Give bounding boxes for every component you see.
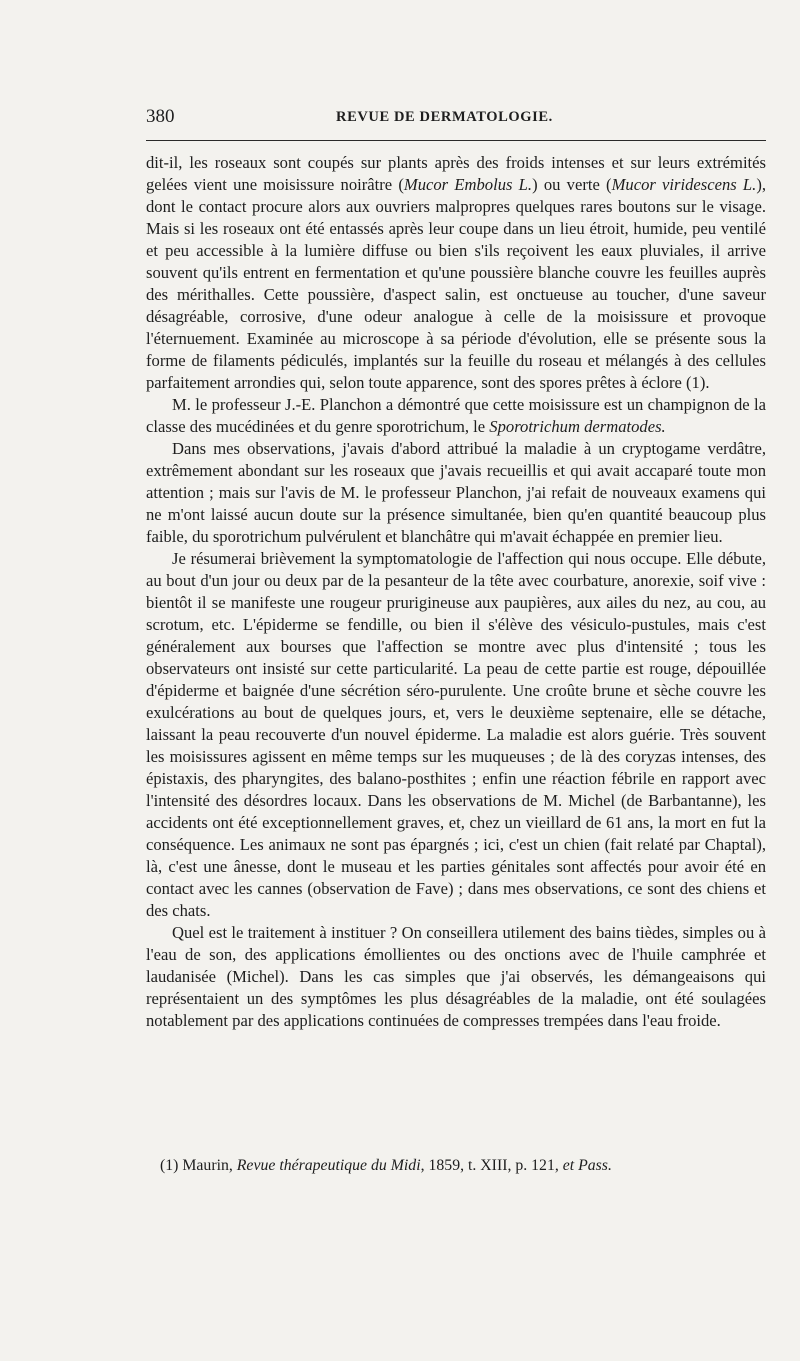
paragraph-3: Dans mes observations, j'avais d'abord attribué la maladie à un cryptogame verdâtre, extrêmement abondant sur les roseaux que j'avais recueillis et qui avait accaparé toute mon attention ; mais sur l'avis de M. le professeur Planchon, j'ai refait de nouveaux examens qui ne m'ont laissé aucun doute sur la présence simultanée, bien qu'en quantité beaucoup plus faible, du sporotrichum pulvérulent et blanchâtre qui m'avait échappée en premier lieu. bbox=[146, 439, 766, 546]
paragraph-2: M. le professeur J.-E. Planchon a démontré que cette moisissure est un champignon de la classe des mucédinées et du genre sporotrichum, le Sporotrichum dermatodes. bbox=[146, 395, 766, 436]
paragraph-1: dit-il, les roseaux sont coupés sur plants après des froids intenses et sur leurs extrémités gelées vient une moisissure noirâtre (Mucor Embolus L.) ou verte (Mucor viridescens L.), dont le contact procure alors aux ouvriers malpropres quelques rares boutons sur le visage. Mais si les roseaux ont été entassés après leur coupe dans un lieu étroit, humide, peu ventilé et peu accessible à la lumière diffuse ou bien s'ils reçoivent les eaux pluviales, il arrive souvent qu'ils entrent en fermentation et qu'une poussière blanche couvre les feuilles auprès des mérithalles. Cette poussière, d'aspect salin, est onctueuse au toucher, d'une saveur désagréable, corrosive, d'une odeur analogue à celle de la moisissure et provoque l'éternuement. Examinée au microscope à sa période d'évolution, elle se présente sous la forme de filaments pédiculés, implantés sur la feuille du roseau et mélangés à des cellules parfaitement arrondies qui, selon toute apparence, sont des spores prêtes à éclore (1). bbox=[146, 153, 766, 392]
page-header bbox=[146, 106, 766, 132]
page-number: 380 bbox=[146, 106, 175, 127]
running-title: REVUE DE DERMATOLOGIE. bbox=[336, 109, 553, 125]
paragraph-4: Je résumerai brièvement la symptomatologie de l'affection qui nous occupe. Elle débute, au bout d'un jour ou deux par de la pesanteur de la tête avec courbature, anorexie, soif vive : bientôt il se manifeste une rougeur prurigineuse aux paupières, aux ailes du nez, au cou, au scrotum, etc. L'épiderme se fendille, ou bien il s'élève des vésiculo-pustules, mais c'est généralement aux bourses que l'affection se montre avec plus d'intensité ; tous les observateurs ont insisté sur cette particularité. La peau de cette partie est rouge, dépouillée d'épiderme et baignée d'une sécrétion séro-purulente. Une croûte brune et sèche couvre les exulcérations au bout de quelques jours, et, vers le deuxième septenaire, elle se détache, laissant la peau recouverte d'un nouvel épiderme. La maladie est alors guérie. Très souvent les moisissures agissent en même temps sur les muqueuses ; de là des coryzas intenses, des épistaxis, des pharyngites, des balano-posthites ; enfin une réaction fébrile en rapport avec l'intensité des désordres locaux. Dans les observations de M. Michel (de Barbantanne), les accidents ont été exceptionnellement graves, et, chez un vieillard de 61 ans, la mort en fut la conséquence. Les animaux ne sont pas épargnés ; ici, c'est un chien (fait relaté par Chaptal), là, c'est une ânesse, dont le museau et les parties génitales sont affectés pour avoir été en contact avec les cannes (observation de Fave) ; dans mes observations, ce sont des chiens et des chats. bbox=[146, 549, 766, 920]
header-rule bbox=[146, 140, 766, 141]
footnote: (1) Maurin, Revue thérapeutique du Midi, 1859, t. XIII, p. 121, et Pass. bbox=[160, 1157, 612, 1174]
body-text bbox=[146, 152, 766, 1032]
paragraph-5: Quel est le traitement à instituer ? On conseillera utilement des bains tièdes, simples ou à l'eau de son, des applications émollientes ou des onctions avec de l'huile camphrée et laudanisée (Michel). Dans les cas simples que j'ai observés, les démangeaisons qui représentaient un des symptômes les plus désagréables de la maladie, ont été soulagées notablement par des applications continuées de compresses trempées dans l'eau froide. bbox=[146, 923, 766, 1030]
